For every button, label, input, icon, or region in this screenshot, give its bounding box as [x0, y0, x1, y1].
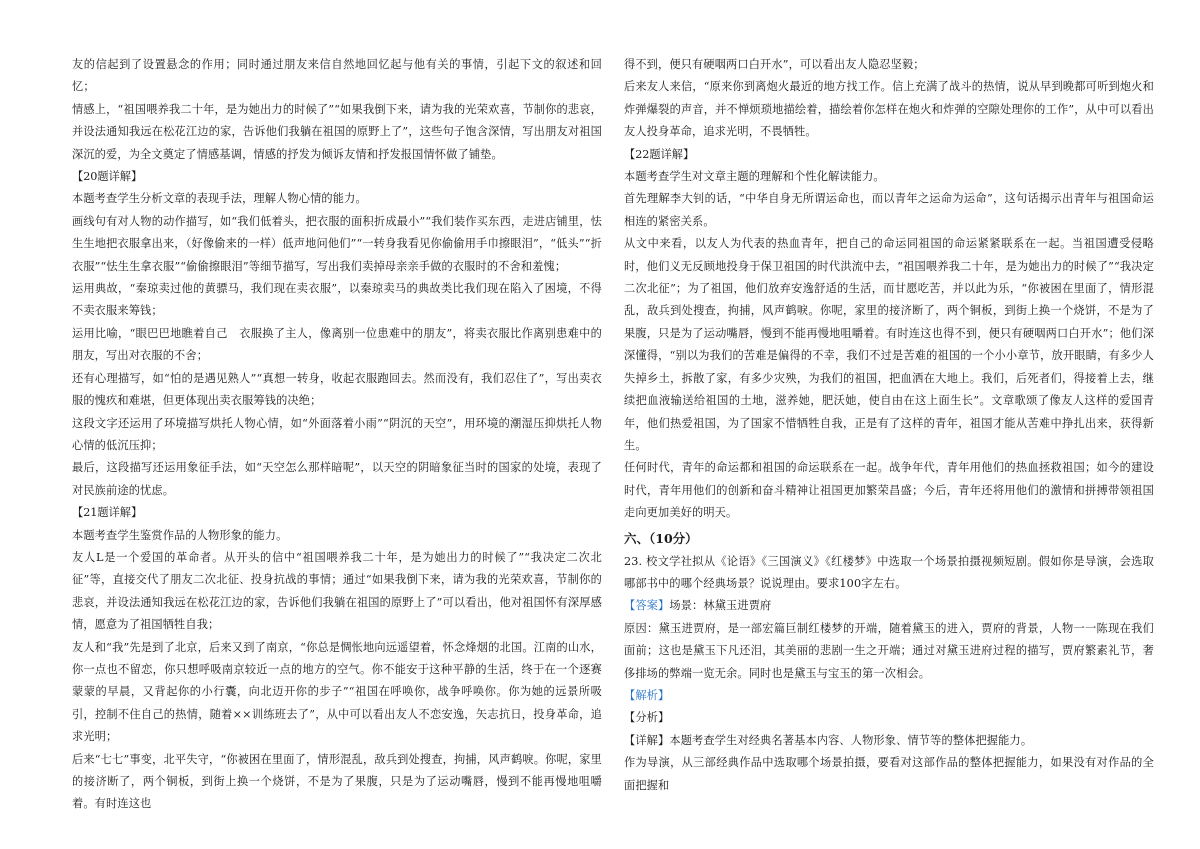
- section-six-heading: 六、（10分）: [624, 530, 698, 546]
- answer-line: [624, 595, 1154, 617]
- paragraph: 还有心理描写，如“怕的是遇见熟人”“真想一转身，收起衣服跑回去。然而没有，我们忍住了”，写出卖衣服的愧疚和难堪，但更体现出卖衣服筹钱的决绝；: [72, 371, 602, 408]
- paragraph: 后来友人来信，“原来你到离炮火最近的地方找工作。信上充满了战斗的热情，说从早到晚都可听到炮火和炸弹爆裂的声音，并不惮烦琐地描绘着，描绘着你怎样在炮火和炸弹的空隙处理你的工作”，从中可以看出友人投身革命，追求光明，不畏牺牲。: [624, 80, 1154, 139]
- analysis-tag: 【解析】: [624, 688, 670, 702]
- paragraph: 这段文字还运用了环境描写烘托人物心情，如“外面落着小雨”“阴沉的天空”，用环境的潮湿压抑烘托人物心情的低沉压抑；: [72, 416, 602, 452]
- paragraph: 运用典故，“秦琼卖过他的黄骠马，我们现在卖衣服”，以秦琼卖马的典故类比我们现在陷入了困境，不得不卖衣服来筹钱；: [72, 282, 602, 318]
- answer-text: 场景：林黛玉进贾府: [669, 599, 772, 613]
- paragraph: 画线句有对人物的动作描写，如“我们低着头，把衣服的面积折成最小”“我们装作买东西，走进店铺里，怯生生地把衣服拿出来，（好像偷来的一样）低声地问他们”“一转身我看见你偷偷用手巾擦眼泪”，“低头”“折衣服”“怯生生拿衣服”“偷偷擦眼泪”等细节描写，写出我们卖掉母亲亲手做的衣服时的不舍和羞愧；: [72, 214, 602, 273]
- paragraph: 运用比喻，“眼巴巴地瞧着自己 衣服换了主人，像离别一位患难中的朋友”，将卖衣服比作离别患难中的朋友，写出对衣服的不舍；: [72, 326, 602, 363]
- paragraph: 情感上，“祖国喂养我二十年，是为她出力的时候了”“如果我倒下来，请为我的光荣欢喜，节制你的悲哀，并设法通知我远在松花江边的家，告诉他们我躺在祖国的原野上了”，这些句子饱含深情，写出朋友对祖国深沉的爱，为全文奠定了情感基调，情感的抒发为倾诉友情和抒发报国情怀做了铺垫。: [72, 102, 602, 161]
- question-21-heading: 【21题详解】: [72, 506, 143, 520]
- paragraph: 最后，这段描写还运用象征手法，如“天空怎么那样暗呢”，以天空的阴暗象征当时的国家的处境，表现了对民族前途的忧虑。: [72, 461, 602, 497]
- paragraph: 本题考查学生对文章主题的理解和个性化解读能力。: [624, 170, 885, 184]
- question-20-heading: 【20题详解】: [72, 170, 143, 184]
- paragraph: 任何时代，青年的命运都和祖国的命运联系在一起。战争年代，青年用他们的热血拯救祖国；如今的建设时代，青年用他们的创新和奋斗精神让祖国更加繁荣昌盛；今后，青年还将用他们的激情和拼搏带领祖国走向更加美好的明天。: [624, 461, 1154, 520]
- paragraph: 首先理解李大钊的话，“中华自身无所谓运命也，而以青年之运命为运命”，这句话揭示出青年与祖国命运相连的紧密关系。: [624, 192, 1154, 228]
- paragraph: 友人和“我”先是到了北京，后来又到了南京，“你总是惆怅地向远遥望着，怀念烽烟的北国。江南的山水，你一点也不留恋，你只想呼吸南京较近一点的地方的空气。你不能安于这种平静的生活，终于在一个逐赛蒙蒙的早晨，又背起你的小行囊，向北迈开你的步子”“祖国在呼唤你，战争呼唤你。你为她的远景所吸引，控制不住自己的热情，随着××训练班去了”，从中可以看出友人不恋安逸，矢志抗日，投身革命，追求光明；: [72, 640, 602, 744]
- detail-tag: 【详解】: [624, 733, 670, 747]
- paragraph: 友人L是一个爱国的革命者。从开头的信中“祖国喂养我二十年，是为她出力的时候了”“我决定二次北征”等，直接交代了朋友二次北征、投身抗战的事情；通过“如果我倒下来，请为我的光荣欢喜，节制你的悲哀，并设法通知我远在松花江边的家，告诉他们我躺在祖国的原野上了”可以看出，他对祖国怀有深厚感情，愿意为了祖国牺牲自我；: [72, 550, 602, 632]
- detail-line: [624, 730, 1154, 752]
- paragraph: 本题考查学生分析文章的表现手法，理解人物心情的能力。: [72, 192, 367, 206]
- paragraph: 友的信起到了设置悬念的作用；同时通过朋友来信自然地回忆起与他有关的事情，引起下文的叙述和回忆；: [72, 58, 602, 94]
- question-22-heading: 【22题详解】: [624, 147, 695, 161]
- paragraph: 作为导演，从三部经典作品中选取哪个场景拍摄，要看对这部作品的整体把握能力，如果没有对作品的全面把握和: [624, 756, 1154, 792]
- question-23: 23. 校文学社拟从《论语》《三国演义》《红楼梦》中选取一个场景拍摄视频短剧。假如你是导演，会选取哪部书中的哪个经典场景？说说理由。要求100字左右。: [624, 554, 1154, 590]
- answer-tag: 【答案】: [624, 599, 670, 613]
- detail-text: 本题考查学生对经典名著基本内容、人物形象、情节等的整体把握能力。: [669, 733, 1033, 747]
- paragraph: 得不到，便只有硬咽两口白开水”，可以看出友人隐忍坚毅；: [624, 58, 925, 71]
- paragraph: 后来“七七”事变，北平失守，“你被困在里面了，情形混乱，敌兵到处搜查，拘捕，风声鹤唳。你呢，家里的接济断了，两个铜板，到街上换一个烧饼，不是为了果腹，只是为了运动嘴唇，慢到不能再慢地咀嚼着。有时连这也: [72, 752, 602, 811]
- paragraph: 从文中来看，以友人为代表的热血青年，把自己的命运同祖国的命运紧紧联系在一起。当祖国遭受侵略时，他们义无反顾地投身于保卫祖国的时代洪流中去，“祖国喂养我二十年，是为她出力的时候了”“我决定二次北征”；为了祖国，他们放弃安逸舒适的生活，而甘愿吃苦，并以此为乐，“你被困在里面了，情形混乱，敌兵到处搜查，拘捕，风声鹤唳。你呢，家里的接济断了，两个铜板，到街上换一个烧饼，不是为了果腹，只是为了运动嘴唇，慢到不能再慢地咀嚼着。有时连这也得不到，便只有硬咽两口白开水”；他们深深懂得，“别以为我们的苦难是偏得的不幸，我们不过是苦难的祖国的一个小小章节，放开眼睛，有多少人失掉乡土，拆散了家，有多少灾殃，为我们的祖国，把血洒在大地上。我们，后死者们，得接着上去，继续把血液输送给祖国的土地，滋养她，肥沃她，使自由在这上面生长”。文章歌颂了像友人这样的爱国青年，他们热爱祖国，为了国家不惜牺牲自我，正是有了这样的青年，祖国才能从苦难中挣扎出来，获得新生。: [624, 237, 1154, 452]
- paragraph: 本题考查学生鉴赏作品的人物形象的能力。: [72, 528, 288, 542]
- fenxi-heading: 【分析】: [624, 711, 670, 725]
- paragraph: 原因：黛玉进贾府，是一部宏篇巨制红楼梦的开端，随着黛玉的进入，贾府的背景，人物一一陈现在我们面前；这也是黛玉下凡还泪，其美丽的悲剧一生之开端；通过对黛玉进府过程的描写，贾府繁素礼节，奢侈排场的弊端一览无余。同时也是黛玉与宝玉的第一次相会。: [624, 621, 1154, 680]
- right-column: [624, 54, 1154, 797]
- left-column: [72, 54, 602, 816]
